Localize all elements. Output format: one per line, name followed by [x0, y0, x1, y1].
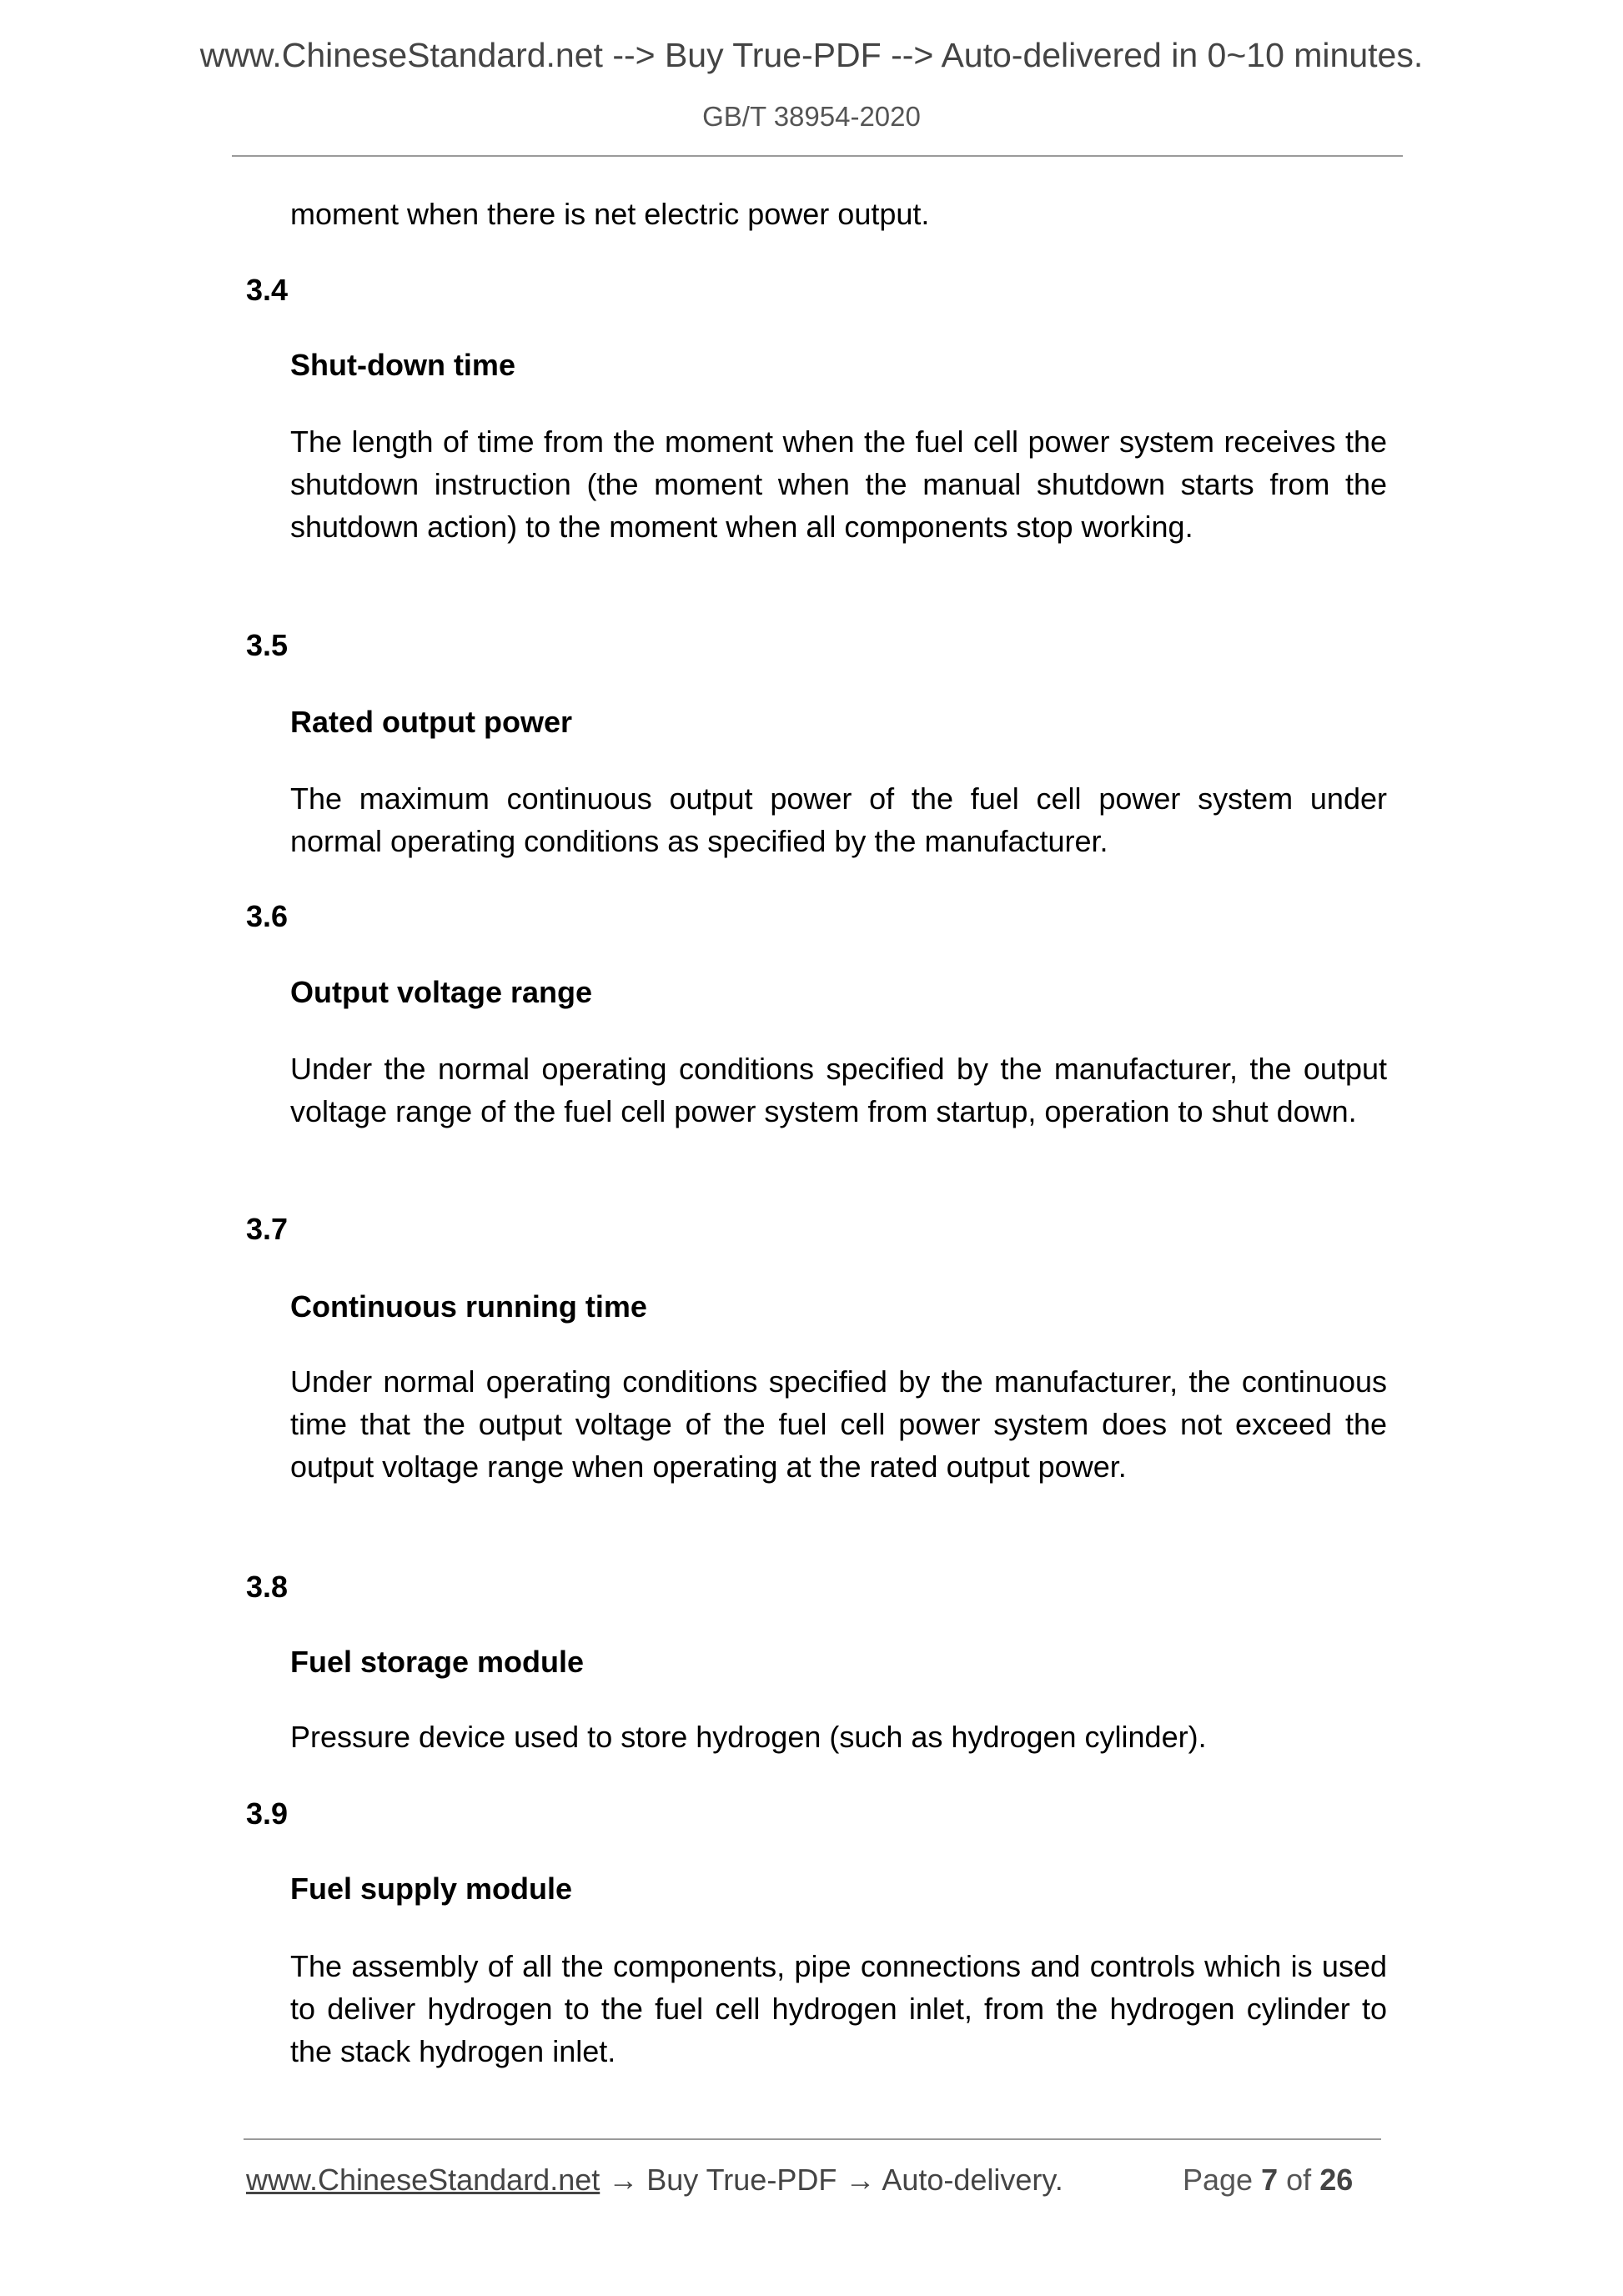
page-total: 26	[1319, 2163, 1354, 2197]
continuation-text: moment when there is net electric power output.	[290, 197, 930, 231]
term-3-7: Continuous running time	[290, 1289, 647, 1324]
term-3-8: Fuel storage module	[290, 1645, 585, 1679]
page-of-label: of	[1286, 2163, 1312, 2197]
definition-3-8: Pressure device used to store hydrogen (such as hydrogen cylinder).	[290, 1720, 1207, 1754]
page-current: 7	[1261, 2163, 1279, 2197]
definition-3-4: The length of time from the moment when the fuel cell power system receives the shutdown instruction (the moment when the manual shutdown starts from the shutdown action) to the moment when all components stop working.	[290, 425, 1387, 544]
page-label: Page	[1183, 2163, 1254, 2197]
section-number-3-5: 3.5	[246, 628, 289, 662]
footer-site-link[interactable]: www.ChineseStandard.net	[246, 2163, 600, 2197]
term-3-4: Shut-down time	[290, 348, 515, 382]
definition-3-6: Under the normal operating conditions specified by the manufacturer, the output voltage range of the fuel cell power system from startup, operation to shut down.	[290, 1052, 1387, 1128]
term-3-5: Rated output power	[290, 705, 572, 739]
definition-3-7: Under normal operating conditions specified by the manufacturer, the continuous time that the output voltage of the fuel cell power system does not exceed the output voltage range when operating at the rated output power.	[290, 1364, 1387, 1484]
definition-3-5: The maximum continuous output power of the fuel cell power system under normal operating conditions as specified by the manufacturer.	[290, 781, 1387, 858]
section-number-3-4: 3.4	[246, 273, 289, 307]
page-indicator	[1183, 2162, 1353, 2198]
section-number-3-9: 3.9	[246, 1796, 289, 1831]
section-number-3-8: 3.8	[246, 1570, 289, 1604]
definition-3-9: The assembly of all the components, pipe connections and controls which is used to deliver hydrogen to the fuel cell hydrogen inlet, from the hydrogen cylinder to the stack hydrogen inlet.	[290, 1949, 1387, 2068]
section-number-3-6: 3.6	[246, 899, 289, 933]
header-banner: www.ChineseStandard.net --> Buy True-PDF --> Auto-delivered in 0~10 minutes.	[199, 36, 1424, 74]
header-divider	[232, 155, 1403, 157]
footer-divider	[244, 2138, 1381, 2140]
section-number-3-7: 3.7	[246, 1212, 289, 1246]
standard-id: GB/T 38954-2020	[702, 101, 921, 132]
term-3-6: Output voltage range	[290, 975, 593, 1009]
term-3-9: Fuel supply module	[290, 1871, 573, 1906]
footer-tagline: → Buy True-PDF → Auto-delivery.	[600, 2163, 1063, 2197]
footer-promo	[246, 2162, 1063, 2198]
